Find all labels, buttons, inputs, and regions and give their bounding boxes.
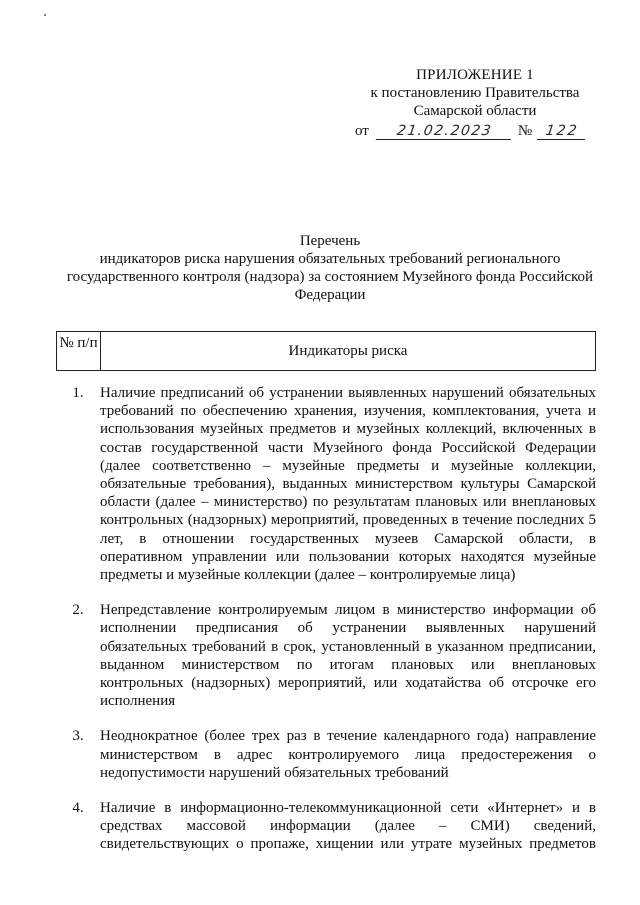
number-prefix: № <box>517 123 533 139</box>
handwritten-date: 21.02.2023 <box>376 123 513 140</box>
list-item <box>56 799 596 854</box>
appendix-title: ПРИЛОЖЕНИЕ 1 <box>416 67 534 83</box>
column-header-number: № п/п <box>57 332 101 370</box>
appendix-line-2: Самарской области <box>413 103 537 119</box>
appendix-block <box>355 66 595 140</box>
list-item <box>56 384 596 584</box>
item-number: 1. <box>72 385 84 401</box>
item-number: 2. <box>72 602 84 619</box>
list-item <box>56 601 596 710</box>
date-prefix: от <box>355 123 369 139</box>
item-text: Непредставление контролируемым лицом в министерство информации об исполнении предписания об устранении выявленных нарушений обязательных требований в срок, установленный в указанном предписании, выданном министерством по итогам плановых или внеплановых контрольных (надзорных) мероприятий, или ходатайства об отсрочке его исполнения <box>100 602 596 710</box>
item-text: Наличие предписаний об устранении выявленных нарушений обязательных требований по обеспечению хранения, изучения, комплектования, учета и использования музейных предметов и музейных коллекций, включенных в состав государственной части Музейного фонда Российской Федерации (далее соответственно – музейные предметы и музейные коллекции, обязательные требования), выданных министерством культуры Самарской области (далее – министерство) по результатам плановых или внеплановых контрольных (надзорных) мероприятий, проведенных в течение последних 5 лет, в отношении государственных музеев Самарской области, в оперативном управлении или пользовании которых находятся музейные предметы и музейные коллекции (далее – контролируемые лица) <box>100 385 596 584</box>
title-line-1: Перечень <box>299 233 361 249</box>
title-line-2: индикаторов риска нарушения обязательных требований регионального государственного контроля (надзора) за состоянием Музейного фонда Российской Федерации <box>66 251 594 303</box>
appendix-line-1: к постановлению Правительства <box>370 85 580 101</box>
indicator-list <box>56 384 596 871</box>
item-number: 3. <box>72 728 84 745</box>
list-item <box>56 727 596 782</box>
item-text: Наличие в информационно-телекоммуникационной сети «Интернет» и в средствах массовой информации (далее – СМИ) сведений, свидетельствующих о пропаже, хищении или утрате музейных предметов <box>100 800 596 853</box>
table-header <box>56 331 596 371</box>
scan-speck <box>44 14 46 16</box>
date-number-line <box>355 122 595 140</box>
item-text: Неоднократное (более трех раз в течение календарного года) направление министерством в адрес контролируемого лица предостережения о недопустимости нарушений обязательных требований <box>100 728 596 781</box>
handwritten-number: 122 <box>537 123 587 140</box>
item-number: 4. <box>72 800 84 817</box>
column-header-indicators: Индикаторы риска <box>288 343 408 359</box>
document-title <box>60 232 600 304</box>
